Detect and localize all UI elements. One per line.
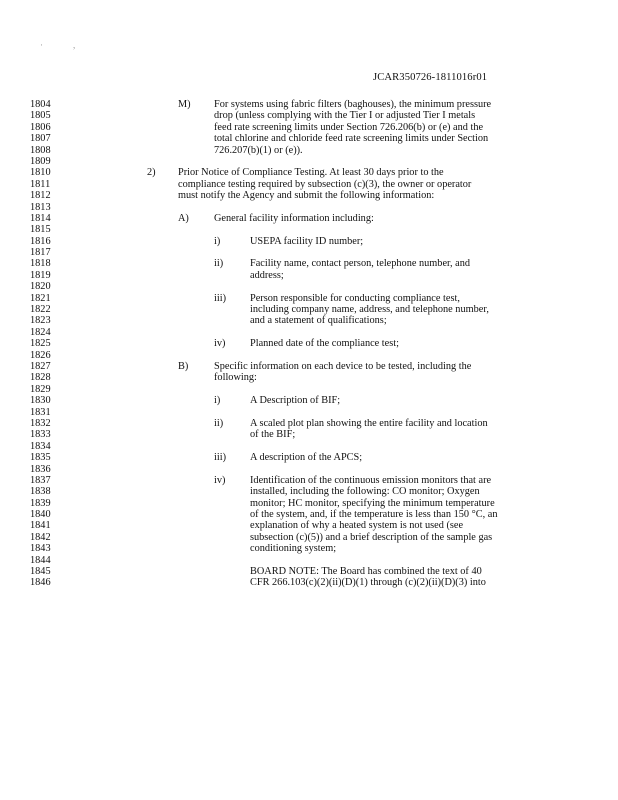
document-line	[0, 224, 618, 235]
line-text: installed, including the following: CO monitor; Oxygen	[250, 486, 480, 498]
document-line	[0, 99, 618, 110]
document-line	[0, 236, 618, 247]
line-text: address;	[250, 269, 284, 281]
line-text: 726.207(b)(1) or (e)).	[214, 144, 303, 156]
line-number: 1809	[30, 155, 51, 167]
document-line	[0, 418, 618, 429]
document-line	[0, 167, 618, 178]
line-number: 1830	[30, 395, 51, 407]
line-text: of the system, and, if the temperature is less than 150 °C, an	[250, 509, 498, 521]
document-line	[0, 145, 618, 156]
line-text: iii)	[214, 292, 227, 304]
line-number: 1819	[30, 269, 51, 281]
line-text: Identification of the continuous emission monitors that are	[250, 474, 492, 486]
document-line	[0, 395, 618, 406]
document-line	[0, 122, 618, 133]
line-number: 1807	[30, 133, 51, 145]
line-number: 1844	[30, 554, 51, 566]
line-text: A description of the APCS;	[250, 452, 363, 464]
document-line	[0, 350, 618, 361]
line-text: total chlorine and chloride feed rate screening limits under Section	[214, 133, 489, 145]
scan-speck: ·	[40, 40, 43, 50]
line-number: 1838	[30, 486, 51, 498]
document-line	[0, 407, 618, 418]
line-number: 1815	[30, 224, 51, 236]
line-number: 1839	[30, 497, 51, 509]
line-number: 1814	[30, 212, 51, 224]
document-line	[0, 577, 618, 588]
document-line	[0, 190, 618, 201]
line-number: 1805	[30, 110, 51, 122]
document-line	[0, 304, 618, 315]
document-line	[0, 543, 618, 554]
line-number: 1811	[30, 178, 51, 190]
line-text: compliance testing required by subsection (c)(3), the owner or operator	[178, 178, 472, 190]
document-line	[0, 372, 618, 383]
line-number: 1829	[30, 383, 51, 395]
document-line	[0, 464, 618, 475]
line-text: including company name, address, and telephone number,	[250, 304, 489, 316]
line-text: of the BIF;	[250, 429, 296, 441]
document-line	[0, 486, 618, 497]
line-number: 1810	[30, 167, 51, 179]
line-text: USEPA facility ID number;	[250, 235, 364, 247]
line-number: 1846	[30, 577, 51, 589]
line-number: 1828	[30, 372, 51, 384]
line-text: ii)	[214, 258, 224, 270]
line-text: BOARD NOTE: The Board has combined the text of 40	[250, 566, 482, 578]
document-line	[0, 315, 618, 326]
line-text: ii)	[214, 417, 224, 429]
line-number: 1831	[30, 406, 51, 418]
document-line	[0, 133, 618, 144]
document-line	[0, 213, 618, 224]
document-line	[0, 498, 618, 509]
line-text: and a statement of qualifications;	[250, 315, 387, 327]
line-text: drop (unless complying with the Tier I or adjusted Tier I metals	[214, 110, 476, 122]
line-text: General facility information including:	[214, 212, 374, 224]
document-line	[0, 566, 618, 577]
document-line	[0, 247, 618, 258]
line-number: 1817	[30, 247, 51, 259]
line-text: For systems using fabric filters (baghouses), the minimum pressure	[214, 99, 492, 110]
document-body	[0, 99, 618, 589]
line-text: 2)	[147, 167, 156, 179]
line-text: CFR 266.103(c)(2)(ii)(D)(1) through (c)(2)(ii)(D)(3) into	[250, 577, 486, 589]
line-number: 1806	[30, 121, 51, 133]
line-text: following:	[214, 372, 257, 384]
document-line	[0, 270, 618, 281]
line-text: Person responsible for conducting compliance test,	[250, 292, 460, 304]
document-line	[0, 156, 618, 167]
line-number: 1816	[30, 235, 51, 247]
line-text: M)	[178, 99, 191, 110]
document-line	[0, 509, 618, 520]
line-text: A Description of BIF;	[250, 395, 341, 407]
document-line	[0, 258, 618, 269]
line-number: 1823	[30, 315, 51, 327]
line-number: 1822	[30, 304, 51, 316]
document-line	[0, 520, 618, 531]
document-line	[0, 361, 618, 372]
document-id-header: JCAR350726-1811016r01	[373, 72, 488, 83]
line-number: 1843	[30, 543, 51, 555]
line-number: 1813	[30, 201, 51, 213]
line-text: Facility name, contact person, telephone number, and	[250, 258, 471, 270]
line-text: i)	[214, 235, 221, 247]
line-text: iv)	[214, 474, 226, 486]
document-line	[0, 338, 618, 349]
line-number: 1832	[30, 417, 51, 429]
document-line	[0, 475, 618, 486]
document-line	[0, 110, 618, 121]
line-text: iii)	[214, 452, 227, 464]
document-line	[0, 179, 618, 190]
line-text: Planned date of the compliance test;	[250, 338, 399, 350]
line-number: 1804	[30, 99, 51, 110]
line-number: 1808	[30, 144, 51, 156]
line-text: iv)	[214, 338, 226, 350]
line-text: Prior Notice of Compliance Testing. At least 30 days prior to the	[178, 167, 444, 179]
line-number: 1826	[30, 349, 51, 361]
line-number: 1818	[30, 258, 51, 270]
document-line	[0, 441, 618, 452]
line-number: 1842	[30, 531, 51, 543]
line-number: 1825	[30, 338, 51, 350]
line-text: explanation of why a heated system is not used (see	[250, 520, 464, 532]
document-line	[0, 429, 618, 440]
line-number: 1841	[30, 520, 51, 532]
line-text: A scaled plot plan showing the entire facility and location	[250, 417, 488, 429]
document-line	[0, 202, 618, 213]
line-text: feed rate screening limits under Section 726.206(b) or (e) and the	[214, 121, 484, 133]
scan-speck: ,	[73, 40, 76, 50]
line-number: 1827	[30, 360, 51, 372]
line-number: 1821	[30, 292, 51, 304]
line-number: 1824	[30, 326, 51, 338]
line-text: A)	[178, 212, 189, 224]
line-text: conditioning system;	[250, 543, 337, 555]
document-line	[0, 384, 618, 395]
document-line	[0, 281, 618, 292]
document-line	[0, 293, 618, 304]
document-line	[0, 532, 618, 543]
line-text: B)	[178, 360, 189, 372]
line-text: subsection (c)(5)) and a brief description of the sample gas	[250, 531, 493, 543]
line-number: 1812	[30, 190, 51, 202]
line-number: 1837	[30, 474, 51, 486]
line-number: 1840	[30, 509, 51, 521]
line-number: 1845	[30, 566, 51, 578]
document-line	[0, 555, 618, 566]
line-number: 1834	[30, 440, 51, 452]
line-number: 1836	[30, 463, 51, 475]
line-number: 1820	[30, 281, 51, 293]
line-text: i)	[214, 395, 221, 407]
line-text: monitor; HC monitor, specifying the minimum temperature	[250, 497, 495, 509]
document-line	[0, 452, 618, 463]
line-text: Specific information on each device to be tested, including the	[214, 360, 472, 372]
line-number: 1835	[30, 452, 51, 464]
line-text: must notify the Agency and submit the following information:	[178, 190, 435, 202]
document-line	[0, 327, 618, 338]
line-number: 1833	[30, 429, 51, 441]
